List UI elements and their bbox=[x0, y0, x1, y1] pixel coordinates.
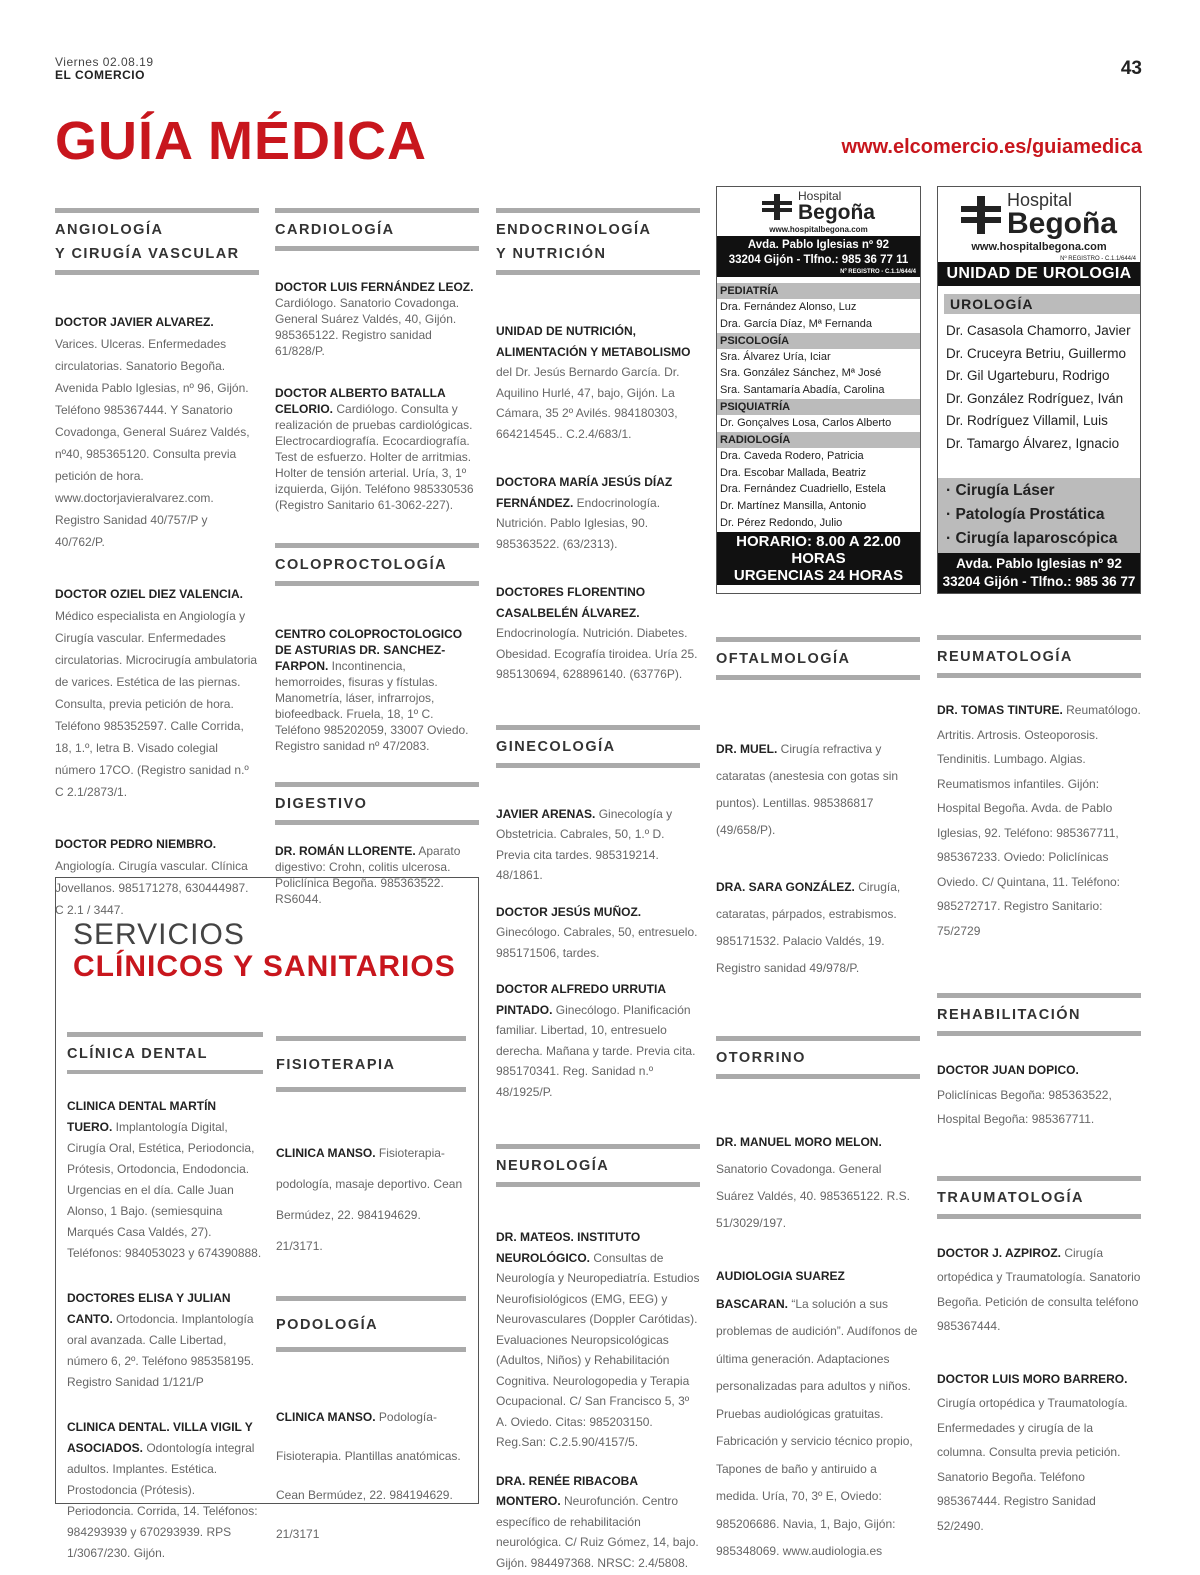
hospital-logo: Hospital Begoña bbox=[717, 187, 920, 223]
list-item: DR. MANUEL MORO MELON. Sanatorio Covadonga. General Suárez Valdés, 40. 985365122. R.S. 51/3029/197. bbox=[716, 1135, 910, 1230]
hospital-web-link[interactable]: www.hospitalbegona.com bbox=[971, 241, 1107, 253]
cross-icon bbox=[961, 196, 1001, 234]
list-item: DR. TOMAS TINTURE. Reumatólogo. Artritis. Artrosis. Osteoporosis. Tendinitis. Lumbago. Algias. Reumatismos infantiles. Gijón: Hospital Begoña. Avda. de Pablo Iglesias, 92. Teléfono: 985367711, 985367233. Oviedo: Policlínicas Oviedo. C/ Quintana, 11. Teléfono: 985272717. Registro Sanitario: 75/2729 bbox=[937, 703, 1141, 938]
list-item: DR. ROMÁN LLORENTE. Aparato digestivo: Crohn, colitis ulcerosa. Policlínica Begoña. 985363522. RS6044. bbox=[275, 844, 461, 906]
page-number: 43 bbox=[1120, 58, 1142, 79]
address-block: Avda. Pablo Iglesias nº 92 33204 Gijón - Tlfno.: 985 36 77 11 bbox=[938, 553, 1140, 593]
section-header-neurologia: NEUROLOGÍA bbox=[496, 1144, 700, 1187]
hospital-logo: Hospital Begoña bbox=[938, 187, 1140, 239]
list-item: DOCTOR LUIS FERNÁNDEZ LEOZ. Cardiólogo. Sanatorio Covadonga. General Suárez Valdés, 40, Gijón. 985365122. Registro sanidad 61/828/P. bbox=[275, 280, 474, 358]
column-3 bbox=[496, 208, 700, 1575]
list-item: DOCTOR PEDRO NIEMBRO. Angiología. Cirugía vascular. Clínica Jovellanos. 985171278, 630444987. C 2.1 / 3447. bbox=[55, 837, 249, 917]
list-item: CLINICA DENTAL. VILLA VIGIL Y ASOCIADOS. Odontología integral adultos. Implantes. Estética. Prostodoncia (Prótesis). Periodoncia. Corrida, 14. Teléfonos: 984293939 y 670293939. RPS 1/3067/230. Gijón. bbox=[67, 1420, 258, 1560]
hospital-web-link[interactable]: www.hospitalbegona.com bbox=[769, 225, 868, 234]
issue-date: Viernes 02.08.19 bbox=[55, 55, 154, 69]
list-item: CLINICA MANSO. Podología-Fisioterapia. Plantillas anatómicas. Cean Bermúdez, 22. 984194629. 21/3171 bbox=[276, 1410, 461, 1541]
list-item: DOCTORES FLORENTINO CASALBELÉN ÁLVAREZ. Endocrinología. Nutrición. Diabetes. Obesidad. Ecografía tiroidea. Uría 25. 985130694, 628896140. (63776P). bbox=[496, 585, 698, 681]
publication-name: EL COMERCIO bbox=[55, 68, 145, 82]
page-title: GUÍA MÉDICA bbox=[55, 111, 427, 171]
list-item: UNIDAD DE NUTRICIÓN, ALIMENTACIÓN Y METABOLISMO del Dr. Jesús Bernardo García. Dr. Aquilino Hurlé, 47, bajo, Gijón. La Cámara, 35 2º Avilés. 984180303, 664214545.. C.2.4/683/1. bbox=[496, 324, 691, 441]
section-header-podologia: PODOLOGÍA bbox=[276, 1296, 466, 1352]
list-item: DOCTOR J. AZPIROZ. Cirugía ortopédica y Traumatología. Sanatorio Begoña. Petición de consulta teléfono 985367444. bbox=[937, 1245, 1141, 1333]
list-item: DOCTOR JESÚS MUÑOZ. Ginecólogo. Cabrales, 50, entresuelo. 985171506, tardes. bbox=[496, 904, 698, 960]
section-header-digestivo: DIGESTIVO bbox=[275, 782, 479, 825]
list-item: DOCTORA MARÍA JESÚS DÍAZ FERNÁNDEZ. Endocrinología. Nutrición. Pablo Iglesias, 90. 985363522. (63/2313). bbox=[496, 475, 673, 551]
services-right-column bbox=[276, 1036, 466, 1575]
list-item: DOCTOR JUAN DOPICO. Policlínicas Begoña: 985363522, Hospital Begoña: 985367711. bbox=[937, 1063, 1112, 1126]
section-header-otorrino: OTORRINO bbox=[716, 1036, 920, 1079]
section-header-oftalmologia: OFTALMOLOGÍA bbox=[716, 637, 920, 680]
services-box bbox=[55, 877, 479, 1560]
section-header-angiologia: ANGIOLOGÍA Y CIRUGÍA VASCULAR bbox=[55, 208, 259, 275]
list-item: DRA. RENÉE RIBACOBA MONTERO. Neurofunción. Centro específico de rehabilitación neurológica. C/ Ruiz Gómez, 14, bajo. Gijón. 984497368. NRSC: 2.4/5808. bbox=[496, 1473, 699, 1570]
cross-icon bbox=[762, 194, 792, 220]
services-list: · Cirugía Láser · Patología Prostática · Cirugía laparoscópica bbox=[938, 478, 1140, 553]
specialty-list: PEDIATRÍA Dra. Fernández Alonso, Luz Dra. García Díaz, Mª Fernanda PSICOLOGÍA Sra. Álvarez Uría, Iciar Sra. González Sánchez, Mª José Sra. Santamaría Abadía, Carolina PSIQUIATRÍA Dr. Gonçalves Losa, Carlos Alberto RADIOLOGÍA Dra. Caveda Rodero, Patricia Dra. Escobar Mallada, Beatriz Dra. Fernández Cuadriello, Estela Dr. Martínez Mansilla, Antonio Dr. Pérez Redondo, Julio bbox=[717, 283, 920, 532]
list-item: DOCTOR OZIEL DIEZ VALENCIA. Médico especialista en Angiología y Cirugía vascular. Enfermedades circulatorias. Microcirugía ambulatoria de varices. Estética de las piernas. Consulta, previa petición de hora. Teléfono 985352597. Calle Corrida, 18, 1.º, letra B. Visado colegial número 17CO. (Registro sanidad n.º C 2.1/2873/1. bbox=[55, 587, 258, 799]
services-subtitle: CLÍNICOS Y SANITARIOS bbox=[73, 950, 456, 983]
column-4 bbox=[716, 637, 920, 1575]
hours-banner: HORARIO: 8.00 A 22.00 HORAS URGENCIAS 24 HORAS bbox=[717, 532, 920, 585]
section-header-coloproctologia: COLOPROCTOLOGÍA bbox=[275, 543, 479, 586]
section-header-rehabilitacion: REHABILITACIÓN bbox=[937, 993, 1141, 1036]
list-item: CENTRO COLOPROCTOLOGICO DE ASTURIAS DR. SANCHEZ-FARPON. Incontinencia, hemorroides, fisuras y fístulas. Manometría, láser, infrarrojos, biofeedback. Fruela, 18, 1º C. Teléfono 985202059, 33007 Oviedo. Registro sanidad nº 47/2083. bbox=[275, 627, 469, 753]
section-header-fisioterapia: FISIOTERAPIA bbox=[276, 1036, 466, 1092]
list-item: DRA. SARA GONZÁLEZ. Cirugía, cataratas, párpados, estrabismos. 985171532. Palacio Valdés, 19. Registro sanidad 49/978/P. bbox=[716, 880, 901, 975]
section-header-ginecologia: GINECOLOGÍA bbox=[496, 725, 700, 768]
column-2 bbox=[275, 208, 479, 929]
list-item: DR. MATEOS. INSTITUTO NEUROLÓGICO. Consultas de Neurología y Neuropediatría. Estudios Neurofisiológicos (EMG, EEG) y Neurovasculares (Doppler Carótidas). Evaluaciones Neuropsicológicas (Adultos, Niños) y Rehabilitación Cognitiva. Neurologopedia y Terapia Ocupacional. C/ San Francisco 5, 3º A. Oviedo. Citas: 985203150. Reg.San: C.2.5.90/4157/5. bbox=[496, 1230, 700, 1449]
section-header-clinica-dental: CLÍNICA DENTAL bbox=[67, 1032, 263, 1074]
list-item: DOCTOR ALBERTO BATALLA CELORIO. Cardiólogo. Consulta y realización de pruebas cardiológicas. Electrocardiografía. Ecocardiografía. Test de esfuerzo. Holter de arritmias. Holter de tensión arterial. Uría, 3, 1º izquierda, Gijón. Teléfono 985330536 (Registro Sanitario 61-3062-227). bbox=[275, 386, 474, 512]
hospital-begona-ad bbox=[716, 186, 921, 594]
list-item: CLINICA MANSO. Fisioterapia-podología, masaje deportivo. Cean Bermúdez, 22. 984194629. 21/3171. bbox=[276, 1146, 463, 1253]
section-header-reumatologia: REUMATOLOGÍA bbox=[937, 635, 1141, 678]
list-item: DR. MUEL. Cirugía refractiva y cataratas (anestesia con gotas sin puntos). Lentillas. 985386817 (49/658/P). bbox=[716, 742, 899, 837]
list-item: AUDIOLOGIA SUAREZ BASCARAN. “La solución a sus problemas de audición”. Audífonos de última generación. Adaptaciones personalizadas para adultos y niños. Pruebas audiológicas gratuitas. Fabricación y servicio técnico propio, Tapones de baño y antiruido a medida. Uría, 70, 3º E, Oviedo: 985206686. Navia, 1, Bajo, Gijón: 985348069. www.audiologia.es bbox=[716, 1269, 918, 1558]
services-title: SERVICIOS bbox=[73, 918, 245, 951]
section-header-cardiologia: CARDIOLOGÍA bbox=[275, 208, 479, 251]
section-header-endocrinologia: ENDOCRINOLOGÍA Y NUTRICIÓN bbox=[496, 208, 700, 275]
clinica-dental-column bbox=[67, 1032, 263, 1575]
registry-number: Nº REGISTRO - C.1.1/644/4 bbox=[1060, 256, 1136, 262]
list-item: CLINICA DENTAL MARTÍN TUERO. Implantología Digital, Cirugía Oral, Estética, Periodoncia, Prótesis, Ortodoncia, Endodoncia. Urgencias en el día. Calle Juan Alonso, 1 Bajo. (semiesquina Marqués Casa Valdés, 27). Teléfonos: 984053023 y 674390888. bbox=[67, 1099, 262, 1260]
list-item: DOCTOR JAVIER ALVAREZ. Varices. Ulceras. Enfermedades circulatorias. Sanatorio Begoña. Avenida Pablo Iglesias, nº 96, Gijón. Teléfono 985367444. Y Sanatorio Covadonga, General Suárez Valdés, nº40, 985365120. Consulta previa petición de hora. www.doctorjavieralvarez.com. Registro Sanidad 40/757/P y 40/762/P. bbox=[55, 315, 250, 549]
list-item: DOCTOR ALFREDO URRUTIA PINTADO. Ginecólogo. Planificación familiar. Libertad, 10, entresuelo derecha. Mañana y tarde. Previa cita. 985170341. Reg. Sanidad n.º 48/1925/P. bbox=[496, 982, 696, 1099]
column-5 bbox=[937, 635, 1141, 1560]
unit-banner: UNIDAD DE UROLOGIA bbox=[938, 262, 1140, 286]
urologia-ad bbox=[937, 186, 1141, 607]
urologia-header: UROLOGÍA bbox=[944, 294, 1140, 314]
list-item: JAVIER ARENAS. Ginecología y Obstetricia. Cabrales, 50, 1.º D. Previa cita tardes. 985319214. 48/1861. bbox=[496, 806, 673, 882]
list-item: DOCTOR LUIS MORO BARRERO. Cirugía ortopédica y Traumatología. Enfermedades y cirugía de la columna. Consulta previa petición. Sanatorio Begoña. Teléfono 985367444. Registro Sanidad 52/2490. bbox=[937, 1371, 1128, 1533]
section-url-link[interactable]: www.elcomercio.es/guiamedica bbox=[841, 136, 1142, 158]
address-block: Avda. Pablo Iglesias nº 92 33204 Gijón - Tlfno.: 985 36 77 11 Nº REGISTRO - C.1.1/644/4 bbox=[717, 236, 920, 277]
list-item: DOCTORES ELISA Y JULIAN CANTO. Ortodoncia. Implantología oral avanzada. Calle Libertad, número 6, 2º. Teléfono 985358195. Registro Sanidad 1/121/P bbox=[67, 1291, 254, 1389]
column-angiologia bbox=[55, 208, 259, 943]
doctor-list: Dr. Casasola Chamorro, Javier Dr. Cruceyra Betriu, Guillermo Dr. Gil Ugarteburu, Rodrigo Dr. González Rodríguez, Iván Dr. Rodríguez Villamil, Luis Dr. Tamargo Álvarez, Ignacio bbox=[946, 323, 1131, 451]
section-header-traumatologia: TRAUMATOLOGÍA bbox=[937, 1176, 1141, 1219]
